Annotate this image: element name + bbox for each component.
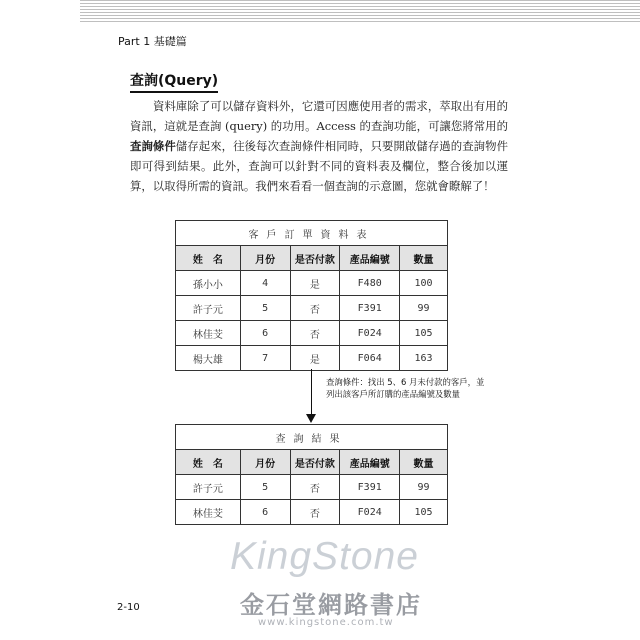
customer-order-table — [175, 220, 448, 371]
column-header: 產品編號 — [340, 246, 400, 271]
column-header: 產品編號 — [340, 450, 400, 475]
section-title: 查詢(Query) — [130, 70, 218, 93]
table-cell: 6 — [240, 500, 290, 525]
table-cell: F391 — [340, 296, 400, 321]
table-header-row — [176, 450, 448, 475]
table-cell: 5 — [240, 475, 290, 500]
column-header: 數量 — [400, 246, 448, 271]
table-cell: F391 — [340, 475, 400, 500]
arrow-line — [311, 369, 312, 417]
table-cell: 99 — [400, 296, 448, 321]
table-caption: 查詢結果 — [176, 425, 448, 450]
table-cell: 否 — [290, 475, 340, 500]
table-row — [176, 271, 448, 296]
table-cell: 許子元 — [176, 475, 241, 500]
table-cell: F024 — [340, 500, 400, 525]
paragraph-text-2: 儲存起來，往後每次查詢條件相同時，只要開啟儲存過的查詢物件即可得到結果。此外，查詢可以針對不同的資料表及欄位，整合後加以運算，以取得所需的資訊。我們來看看一個查詢的示意圖，您就會瞭解了！ — [130, 139, 508, 193]
table-cell: 是 — [290, 346, 340, 371]
table-cell: 孫小小 — [176, 271, 241, 296]
table-cell: F064 — [340, 346, 400, 371]
column-header: 姓 名 — [176, 246, 241, 271]
table-cell: 林佳芠 — [176, 321, 241, 346]
column-header: 是否付款 — [290, 246, 340, 271]
table-row — [176, 296, 448, 321]
table-row — [176, 321, 448, 346]
table-cell: 林佳芠 — [176, 500, 241, 525]
table-cell: 100 — [400, 271, 448, 296]
watermark-chinese: 金石堂網路書店 — [240, 590, 422, 619]
watermark-logo: KingStone — [230, 535, 419, 578]
table-cell: 楊大雄 — [176, 346, 241, 371]
table-caption: 客戶訂單資料表 — [176, 221, 448, 246]
arrow-down-icon — [306, 414, 316, 423]
table-cell: 否 — [290, 296, 340, 321]
table-cell: 105 — [400, 321, 448, 346]
paragraph-bold-term: 查詢條件 — [130, 139, 176, 153]
watermark-url: www.kingstone.com.tw — [258, 617, 394, 628]
table-header-row — [176, 246, 448, 271]
paragraph-text-1: 資料庫除了可以儲存資料外，它還可因應使用者的需求，萃取出有用的資訊，這就是查詢 (query) 的功用。Access 的查詢功能，可讓您將常用的 — [130, 99, 508, 133]
table-cell: F024 — [340, 321, 400, 346]
table-cell: 4 — [240, 271, 290, 296]
query-result-table — [175, 424, 448, 525]
column-header: 月份 — [240, 246, 290, 271]
column-header: 月份 — [240, 450, 290, 475]
table-cell: 7 — [240, 346, 290, 371]
table-cell: 是 — [290, 271, 340, 296]
column-header: 姓 名 — [176, 450, 241, 475]
table-row — [176, 475, 448, 500]
table-cell: 6 — [240, 321, 290, 346]
page-number: 2-10 — [117, 602, 140, 613]
header-rule-lines — [80, 0, 640, 22]
table-cell: 99 — [400, 475, 448, 500]
table-cell: 163 — [400, 346, 448, 371]
body-paragraph — [130, 96, 508, 196]
table-cell: 5 — [240, 296, 290, 321]
table-row — [176, 346, 448, 371]
table-row — [176, 500, 448, 525]
table-cell: 許子元 — [176, 296, 241, 321]
table-cell: 否 — [290, 321, 340, 346]
column-header: 是否付款 — [290, 450, 340, 475]
query-condition-note: 查詢條件：找出 5、6 月未付款的客戶，並列出該客戶所訂購的產品編號及數量 — [326, 377, 485, 399]
table-cell: F480 — [340, 271, 400, 296]
table-cell: 105 — [400, 500, 448, 525]
part-header: Part 1 基礎篇 — [118, 35, 187, 48]
table-cell: 否 — [290, 500, 340, 525]
column-header: 數量 — [400, 450, 448, 475]
